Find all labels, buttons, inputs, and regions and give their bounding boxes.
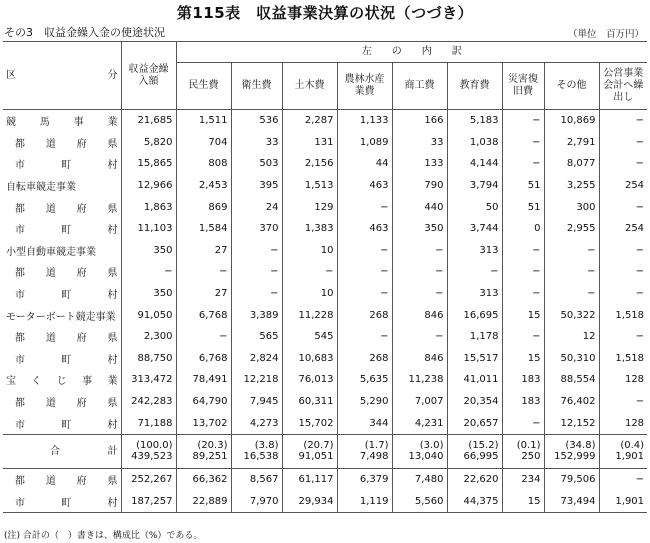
total-cell [599,434,647,468]
total-value: 16,538 [243,451,279,463]
total-pct: (20.7) [303,439,334,451]
table-cell: 846 [392,304,447,326]
total-value: 7,498 [359,451,389,463]
total-value: 1,901 [615,451,645,463]
table-cell: 15,702 [282,412,337,434]
total-value: 152,999 [554,451,596,463]
table-cell: 11,228 [282,304,337,326]
table-cell: 22,889 [176,491,231,513]
table-cell: 5,820 [121,132,176,154]
table-row [3,110,647,132]
total-pct: (3.8) [254,439,279,451]
table-cell: − [599,196,647,218]
table-cell: 1,119 [337,491,392,513]
table-cell: 6,379 [337,468,392,490]
table-cell: − [337,261,392,283]
table-cell: 27 [176,283,231,305]
col-header: その他 [544,63,599,110]
row-label: 都 道 府 県 [15,203,118,215]
table-row [3,412,647,434]
table-cell: − [392,326,447,348]
total-label: 合 計 [3,434,121,468]
row-label: 宝 く じ 事 業 [6,376,118,388]
table-row [3,326,647,348]
table-cell: − [502,412,544,434]
row-label: モーターボート競走事業 [6,311,116,323]
table-cell: 27 [176,240,231,262]
table-cell: 440 [392,196,447,218]
total-cell [176,434,231,468]
total-cell [231,434,282,468]
table-cell: 1,584 [176,218,231,240]
table-cell: 133 [392,153,447,175]
table-cell: 1,901 [599,491,647,513]
table-cell: 6,768 [176,304,231,326]
total-pct: (20.3) [197,439,228,451]
table-cell: 2,955 [544,218,599,240]
col-header: 商工費 [392,63,447,110]
table-row [3,218,647,240]
total-cell [121,434,176,468]
table-cell: 60,311 [282,391,337,413]
col-header: 農林水産業費 [337,63,392,110]
table-cell: 50 [447,196,502,218]
table-cell: − [337,326,392,348]
table-cell: 11,103 [121,218,176,240]
table-cell: 8,077 [544,153,599,175]
table-cell: 3,744 [447,218,502,240]
table-cell: 21,685 [121,110,176,132]
table-cell: − [337,240,392,262]
table-row [3,283,647,305]
table-cell: 8,567 [231,468,282,490]
table-cell: 51 [502,196,544,218]
table-cell: 536 [231,110,282,132]
table-cell: 50,310 [544,348,599,370]
table-cell: 7,007 [392,391,447,413]
table-cell: − [502,110,544,132]
table-cell: − [392,261,447,283]
table-cell: 12,966 [121,175,176,197]
table-cell: 15,517 [447,348,502,370]
table-cell: 15,865 [121,153,176,175]
table-cell: 4,231 [392,412,447,434]
table-cell: − [544,261,599,283]
row-label: 市 町 村 [3,491,121,513]
table-cell: 7,480 [392,468,447,490]
table-row [3,240,647,262]
table-cell: 503 [231,153,282,175]
table-cell: 268 [337,348,392,370]
table-cell: 545 [282,326,337,348]
table-cell: 1,518 [599,348,647,370]
table-cell: − [176,261,231,283]
table-cell: 73,494 [544,491,599,513]
table-cell: 7,945 [231,391,282,413]
table-cell: 395 [231,175,282,197]
table-cell: − [599,132,647,154]
table-cell: 5,560 [392,491,447,513]
unit-label: （単位 百万円） [567,29,644,40]
table-row [3,369,647,391]
table-cell: 64,790 [176,391,231,413]
table-cell: 242,283 [121,391,176,413]
table-cell: 4,273 [231,412,282,434]
total-pct: (3.0) [419,439,444,451]
table-cell: 131 [282,132,337,154]
row-label: 都 道 府 県 [15,476,118,488]
row-header: 区 分 [3,42,121,110]
table-cell: 1,863 [121,196,176,218]
table-cell: 33 [392,132,447,154]
table-cell: 846 [392,348,447,370]
table-cell: 1,038 [447,132,502,154]
col-header: 災害復旧費 [502,63,544,110]
table-cell: 300 [544,196,599,218]
col-header: 民生費 [176,63,231,110]
table-cell: 50,322 [544,304,599,326]
table-row [3,468,647,490]
total-pct: (100.0) [136,439,173,451]
table-cell: 704 [176,132,231,154]
table-cell: 6,768 [176,348,231,370]
table-cell: 33 [231,132,282,154]
table-cell: 76,013 [282,369,337,391]
table-cell: 88,750 [121,348,176,370]
total-cell [502,434,544,468]
col-header-total: 収益金繰入額 [121,42,176,110]
table-cell: 166 [392,110,447,132]
table-cell: 61,117 [282,468,337,490]
table-cell: − [599,110,647,132]
table-cell: 313 [447,240,502,262]
table-cell: − [502,261,544,283]
table-row [3,196,647,218]
table-cell: − [502,326,544,348]
table-cell: 2,824 [231,348,282,370]
footnote: (注) 合計の（ ）書きは、構成比（%）である。 [4,531,203,541]
table-row [3,304,647,326]
table-cell: − [599,283,647,305]
col-header: 衛生費 [231,63,282,110]
group-header: 左 の 内 訳 [176,42,647,63]
table-cell: 13,702 [176,412,231,434]
row-label: 都 道 府 県 [15,268,118,280]
table-cell: 129 [282,196,337,218]
table-row [3,153,647,175]
total-pct: (0.4) [620,439,645,451]
total-pct: (1.7) [364,439,389,451]
row-label: 都 道 府 県 [15,398,118,410]
table-cell: − [392,240,447,262]
table-cell: − [599,326,647,348]
row-label: 小型自動車競走事業 [6,246,96,258]
table-cell: − [176,326,231,348]
table-cell: 2,791 [544,132,599,154]
table-cell: 869 [176,196,231,218]
subtitle: その3 収益金繰入金の使途状況 [4,26,165,39]
table-cell: − [337,196,392,218]
table-cell: − [599,468,647,490]
table-cell: 5,635 [337,369,392,391]
table-cell: − [502,240,544,262]
table-cell: 22,620 [447,468,502,490]
col-header: 土木費 [282,63,337,110]
row-label: 都 道 府 県 [15,333,118,345]
table-row [3,391,647,413]
table-cell: − [231,240,282,262]
table-cell: 370 [231,218,282,240]
table-cell: 1,133 [337,110,392,132]
table-cell: 44 [337,153,392,175]
table-cell: − [502,283,544,305]
table-cell: 3,389 [231,304,282,326]
total-cell [392,434,447,468]
table-cell: − [544,283,599,305]
table-cell: 12,218 [231,369,282,391]
row-label: 市 町 村 [15,419,118,431]
col-header: 教育費 [447,63,502,110]
table-cell: 10 [282,283,337,305]
table-cell: 2,300 [121,326,176,348]
table-cell: 71,188 [121,412,176,434]
table-cell: − [392,283,447,305]
table-cell: 1,511 [176,110,231,132]
data-table [3,41,647,513]
table-cell: − [544,240,599,262]
table-cell: 463 [337,175,392,197]
total-value: 439,523 [131,451,173,463]
total-value: 250 [521,451,541,463]
table-cell: 565 [231,326,282,348]
table-cell: 234 [502,468,544,490]
table-cell: 15 [502,491,544,513]
total-cell [544,434,599,468]
total-pct: (15.2) [468,439,499,451]
total-row [3,434,647,468]
table-cell: 1,518 [599,304,647,326]
total-value: 66,995 [463,451,499,463]
table-cell: 10,683 [282,348,337,370]
table-row [3,348,647,370]
row-label: 自転車競走事業 [6,182,76,194]
row-label: 都 道 府 県 [15,138,118,150]
total-cell [447,434,502,468]
total-value: 91,051 [298,451,334,463]
total-pct: (0.1) [516,439,541,451]
table-cell: 10,869 [544,110,599,132]
row-label: 市 町 村 [15,354,118,366]
table-row [3,261,647,283]
table-cell: 24 [231,196,282,218]
page-title: 第115表 収益事業決算の状況（つづき） [176,4,474,22]
table-cell: 254 [599,218,647,240]
table-cell: 1,089 [337,132,392,154]
table-cell: 16,695 [447,304,502,326]
table-cell: − [599,391,647,413]
table-cell: 1,513 [282,175,337,197]
table-cell: 3,255 [544,175,599,197]
table-cell: 7,970 [231,491,282,513]
row-label: 市 町 村 [15,225,118,237]
table-cell: 3,794 [447,175,502,197]
table-cell: 254 [599,175,647,197]
table-cell: 2,453 [176,175,231,197]
table-cell: 1,178 [447,326,502,348]
row-label: 競 馬 事 業 [6,117,118,129]
table-cell: 463 [337,218,392,240]
table-cell: 128 [599,369,647,391]
total-pct: (34.8) [565,439,596,451]
table-cell: 5,183 [447,110,502,132]
table-cell: 2,156 [282,153,337,175]
table-cell: 350 [392,218,447,240]
total-cell [282,434,337,468]
table-cell: 51 [502,175,544,197]
table-cell: − [599,261,647,283]
table-cell: 76,402 [544,391,599,413]
table-cell: 41,011 [447,369,502,391]
table-cell: 790 [392,175,447,197]
table-cell: 15 [502,304,544,326]
table-cell: 20,657 [447,412,502,434]
table-cell: 808 [176,153,231,175]
table-cell: 88,554 [544,369,599,391]
table-cell: 313,472 [121,369,176,391]
table-cell: 183 [502,369,544,391]
table-cell: − [502,153,544,175]
table-row [3,175,647,197]
table-cell: − [599,240,647,262]
table-cell: 252,267 [121,468,176,490]
table-cell: 0 [502,218,544,240]
table-cell: − [282,261,337,283]
table-cell: − [231,261,282,283]
table-cell: 128 [599,412,647,434]
table-cell: 10 [282,240,337,262]
table-cell: 183 [502,391,544,413]
table-cell: 12 [544,326,599,348]
table-cell: 187,257 [121,491,176,513]
row-label: 市 町 村 [15,160,118,172]
col-header: 公営事業会計へ繰出し [599,63,647,110]
table-cell: 29,934 [282,491,337,513]
table-cell: − [502,132,544,154]
table-cell: 44,375 [447,491,502,513]
table-cell: 350 [121,283,176,305]
table-cell: − [121,261,176,283]
table-cell: 91,050 [121,304,176,326]
table-cell: 12,152 [544,412,599,434]
row-label: 市 町 村 [15,290,118,302]
table-cell: 20,354 [447,391,502,413]
table-cell: − [447,261,502,283]
table-cell: 5,290 [337,391,392,413]
total-value: 13,040 [408,451,444,463]
table-cell: 4,144 [447,153,502,175]
table-cell: − [231,283,282,305]
table-cell: 78,491 [176,369,231,391]
table-cell: − [337,283,392,305]
table-cell: 11,238 [392,369,447,391]
table-cell: 268 [337,304,392,326]
table-cell: 2,287 [282,110,337,132]
table-cell: − [599,153,647,175]
table-row [3,132,647,154]
table-cell: 66,362 [176,468,231,490]
table-row [3,491,647,513]
table-cell: 79,506 [544,468,599,490]
table-cell: 350 [121,240,176,262]
table-cell: 344 [337,412,392,434]
table-cell: 15 [502,348,544,370]
table-cell: 1,383 [282,218,337,240]
table-cell: 313 [447,283,502,305]
total-value: 89,251 [192,451,228,463]
total-cell [337,434,392,468]
